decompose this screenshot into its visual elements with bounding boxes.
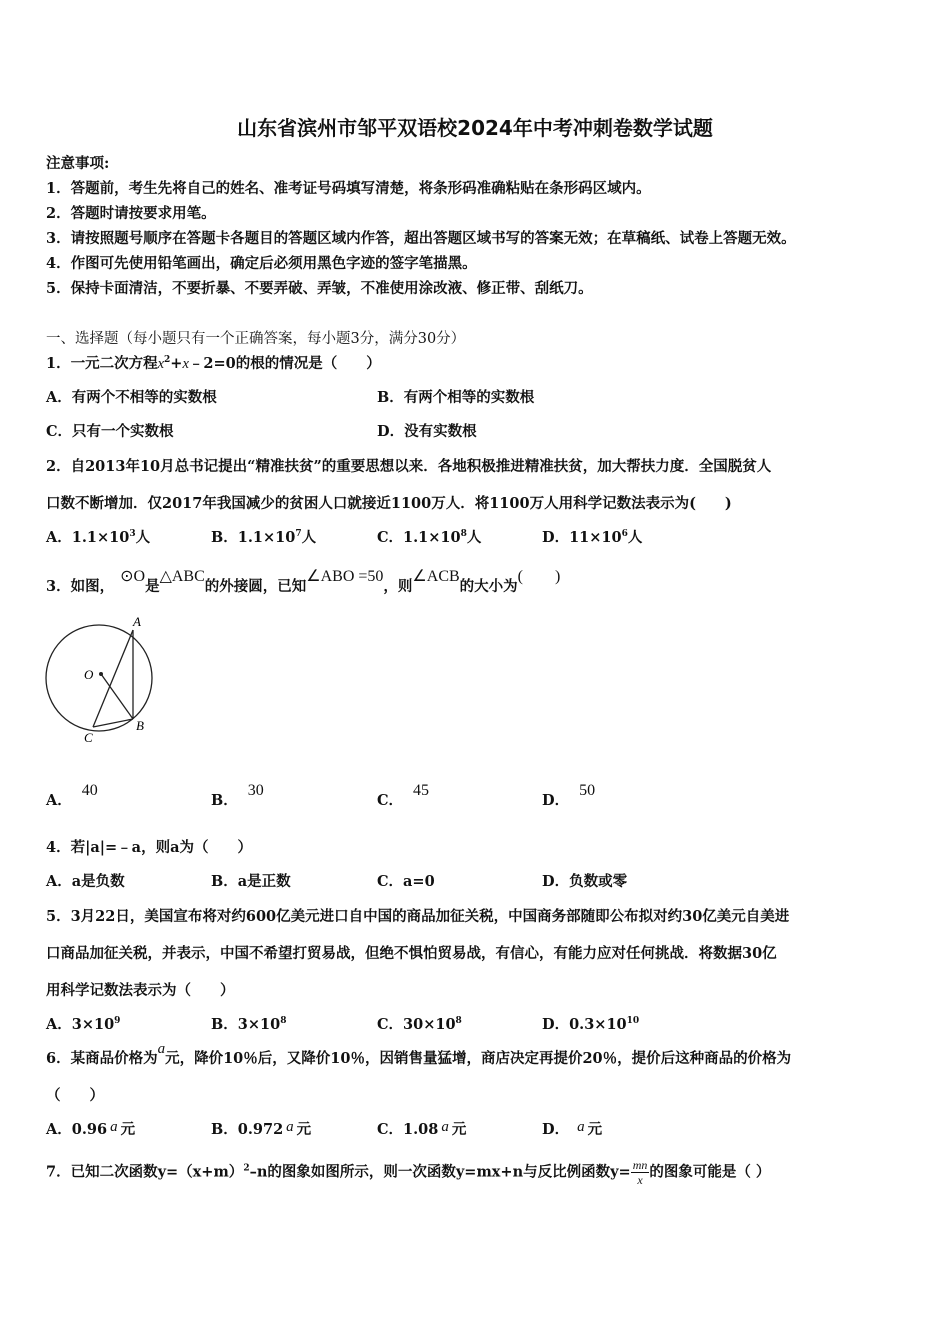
- notice-item: 3．请按照题号顺序在答题卡各题目的答题区域内作答，超出答题区域书写的答案无效；在草稿纸、试卷上答题无效。: [46, 230, 796, 247]
- fraction-mn-over-x: $\frac{mn}{x}$: [632, 1158, 648, 1187]
- question-2-option-b[interactable]: B．$1.1\times 10^7$人: [211, 529, 317, 546]
- section-heading: 一、选择题（每小题只有一个正确答案，每小题3分，满分30分）: [46, 331, 466, 347]
- question-6-option-a[interactable]: A．0.96 a 元: [46, 1119, 136, 1138]
- page-title: 山东省滨州市邹平双语校2024年中考冲刺卷数学试题: [237, 116, 713, 140]
- question-6-option-d[interactable]: D． a 元: [542, 1119, 603, 1138]
- question-3-stem: 3．如图，⊙O是△ABC的外接圆，已知∠ABO =50，则∠ACB的大小为( ): [46, 568, 561, 595]
- question-5-option-d[interactable]: D．$0.3\times 10^{10}$: [542, 1016, 640, 1033]
- question-2-option-a[interactable]: A．$1.1\times 10^3$人: [46, 529, 151, 546]
- question-6-option-b[interactable]: B．0.972 a 元: [211, 1119, 312, 1138]
- question-1-stem: 1．一元二次方程$x^2+x﹣2=0$的根的情况是（ ）: [46, 355, 381, 372]
- question-3-option-a[interactable]: A．40: [46, 782, 98, 809]
- question-5-line: 5．3月22日，美国宣布将对约600亿美元进口自中国的商品加征关税，中国商务部随即公布拟对约30亿美元自美进: [46, 908, 790, 925]
- notice-item: 4．作图可先使用铅笔画出，确定后必须用黑色字迹的签字笔描黑。: [46, 255, 477, 272]
- question-6-line: （ ）: [46, 1087, 104, 1104]
- question-3-option-b[interactable]: B．30: [211, 782, 264, 809]
- question-5-option-a[interactable]: A．$3\times 10^9$: [46, 1016, 121, 1033]
- question-1-option-b[interactable]: B．有两个相等的实数根: [377, 389, 535, 406]
- question-5-line: 用科学记数法表示为（ ）: [46, 982, 235, 999]
- question-2-line: 口数不断增加．仅2017年我国减少的贫困人口就接近1100万人．将1100万人用科学记数法表示为( ): [46, 495, 732, 512]
- question-4-option-d[interactable]: D．负数或零: [542, 873, 628, 890]
- question-2-line: 2．自2013年10月总书记提出“精准扶贫”的重要思想以来．各地积极推进精准扶贫，加大帮扶力度．全国脱贫人: [46, 458, 772, 475]
- question-5-option-b[interactable]: B．$3\times 10^8$: [211, 1016, 287, 1033]
- circle-triangle-figure: [44, 612, 164, 747]
- question-1-option-c[interactable]: C．只有一个实数根: [46, 423, 174, 440]
- figure-label-a: A: [133, 614, 141, 629]
- figure-label-o: O: [84, 667, 94, 682]
- question-1-option-a[interactable]: A．有两个不相等的实数根: [46, 389, 217, 406]
- question-3-option-c[interactable]: C．45: [377, 782, 430, 809]
- question-6-option-c[interactable]: C．1.08 a 元: [377, 1119, 467, 1138]
- question-4-option-c[interactable]: C．a=0: [377, 873, 435, 890]
- question-5-option-c[interactable]: C．$30\times 10^8$: [377, 1016, 462, 1033]
- figure-label-c: C: [84, 730, 93, 745]
- notice-heading: 注意事项:: [46, 155, 110, 172]
- question-4-stem: 4．若|a|=﹣a，则a为（ ）: [46, 839, 252, 856]
- question-1-option-d[interactable]: D．没有实数根: [377, 423, 477, 440]
- question-4-option-b[interactable]: B．a是正数: [211, 873, 291, 890]
- figure-label-b: B: [136, 718, 144, 733]
- question-3-option-d[interactable]: D．50: [542, 782, 596, 809]
- notice-item: 1．答题前，考生先将自己的姓名、准考证号码填写清楚，将条形码准确粘贴在条形码区域内。: [46, 180, 651, 197]
- question-4-option-a[interactable]: A．a是负数: [46, 873, 125, 890]
- notice-item: 5．保持卡面清洁，不要折暴、不要弄破、弄皱，不准使用涂改液、修正带、刮纸刀。: [46, 280, 593, 297]
- question-6-stem: 6．某商品价格为a元，降价10％后，又降价10％，因销售量猛增，商店决定再提价20％，提价后这种商品的价格为: [46, 1041, 792, 1067]
- question-7-stem: 7．已知二次函数$y=(x+m)^2-n$的图象如图所示，则一次函数y=mx+n与反比例函数y= $\frac{mn}{x}$ 的图象可能是（ ）: [46, 1158, 771, 1187]
- question-2-option-c[interactable]: C．$1.1\times 10^8$人: [377, 529, 482, 546]
- notice-item: 2．答题时请按要求用笔。: [46, 205, 216, 222]
- question-2-option-d[interactable]: D．$11\times 10^6$人: [542, 529, 643, 546]
- question-5-line: 口商品加征关税，并表示，中国不希望打贸易战，但绝不惧怕贸易战，有信心，有能力应对任何挑战．将数据30亿: [46, 945, 777, 962]
